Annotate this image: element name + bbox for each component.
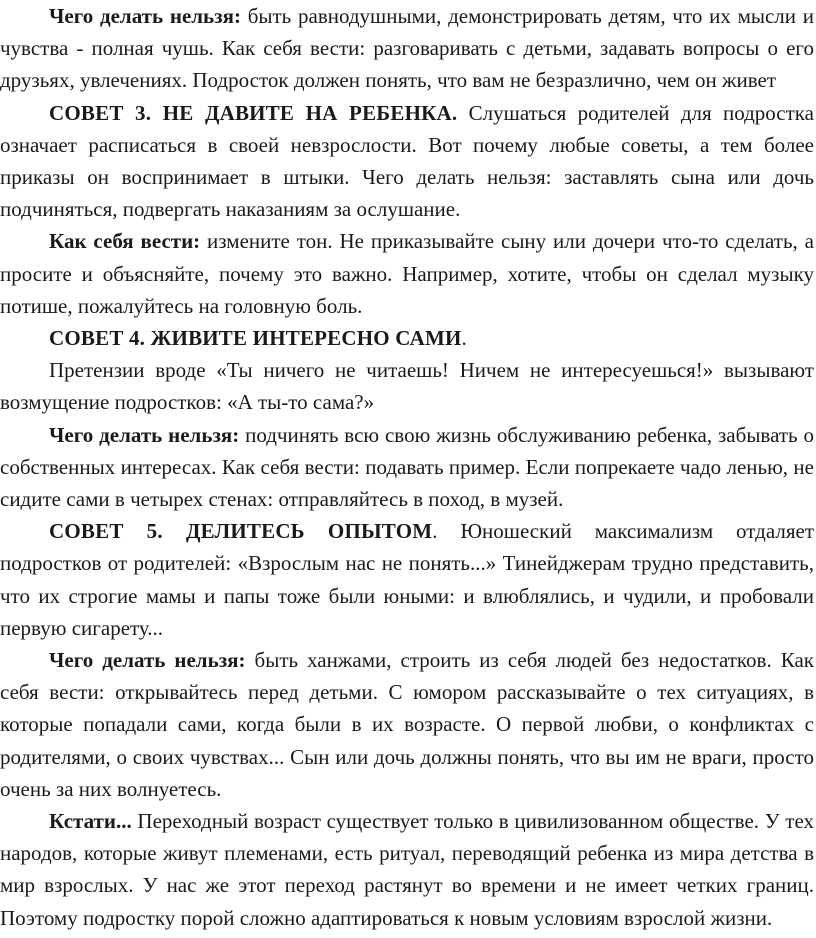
paragraph-text: подчинять всю свою жизнь обслуживанию ребенка, забывать о собственных интересах. Как себя вести: подавать пример. Если попрекаете чадо ленью, не сидите сами в четырех стенах: отправляйтесь в поход, в музей. [0, 422, 814, 512]
paragraph-text: измените тон. Не приказывайте сыну или дочери что-то сделать, а просите и объясняйте, почему это важно. Например, хотите, чтобы он сделал музыку потише, пожалуйтесь на головную боль. [0, 229, 814, 318]
paragraph-text: Переходный возраст существует только в цивилизованном обществе. У тех народов, которые живут племенами, есть ритуал, переводящий ребенка из мира детства в мир взрослых. У нас же этот переход растянут во времени и не имеет четких границ. Поэтому подростку порой сложно адаптироваться к новым условиям взрослой жизни. [0, 809, 814, 930]
paragraph-lead: Как себя вести: [49, 229, 201, 254]
paragraph-text: Претензии вроде «Ты ничего не читаешь! Ничем не интересуешься!» вызывают возмущение подростков: «А ты-то сама?» [0, 358, 814, 415]
paragraph-text: быть равнодушными, демонстрировать детям, что их мысли и чувства - полная чушь. Как себя вести: разговаривать с детьми, задавать вопросы о его друзьях, увлечениях. Подросток должен понять, что вам не безразлично, чем он живет [0, 4, 815, 93]
paragraph-tip-5 [0, 515, 814, 644]
paragraph-text: . [461, 326, 467, 351]
paragraph-text: Слушаться родителей для подростка означает расписаться в своей невзрослости. Вот почему любые советы, а тем более приказы он воспринимает в штыки. Чего делать нельзя: заставлять сына или дочь подчиняться, подвергать наказаниям за ослушание. [0, 100, 814, 222]
paragraph-text: быть ханжами, строить из себя людей без недостатков. Как себя вести: открывайтесь перед детьми. С юмором рассказывайте о тех ситуациях, в которые попадали сами, когда были в их возрасте. О первой любви, о конфликтах с родителями, о своих чувствах... Сын или дочь должны понять, что вы им не враги, просто очень за них волнуетесь. [0, 648, 814, 801]
paragraph-how-to-behave-1 [0, 225, 814, 322]
paragraph-dont-do-3 [0, 644, 814, 805]
paragraph-lead: Чего делать нельзя: [49, 648, 246, 673]
paragraph-lead: Чего делать нельзя: [49, 4, 241, 28]
section-heading-tip-5: СОВЕТ 5. ДЕЛИТЕСЬ ОПЫТОМ [49, 519, 433, 544]
section-heading-tip-3: СОВЕТ 3. НЕ ДАВИТЕ НА РЕБЕНКА. [49, 100, 458, 125]
section-heading-tip-4: СОВЕТ 4. ЖИВИТЕ ИНТЕРЕСНО САМИ [49, 326, 462, 351]
paragraph-tip-4 [0, 322, 814, 354]
paragraph-dont-do-2 [0, 419, 814, 516]
paragraph-claims [0, 354, 814, 418]
paragraph-lead: Чего делать нельзя: [49, 422, 240, 447]
paragraph-lead: Кстати... [49, 809, 132, 834]
paragraph-dont-do-1 [0, 0, 814, 97]
paragraph-by-the-way [0, 805, 814, 934]
paragraph-text: . Юношеский максимализм отдаляет подростков от родителей: «Взрослым нас не понять...» Тинейджерам трудно представить, что их строгие мамы и папы тоже были юными: и влюблялись, и чудили, и пробовали первую сигарету... [0, 519, 814, 640]
paragraph-tip-3 [0, 97, 814, 226]
